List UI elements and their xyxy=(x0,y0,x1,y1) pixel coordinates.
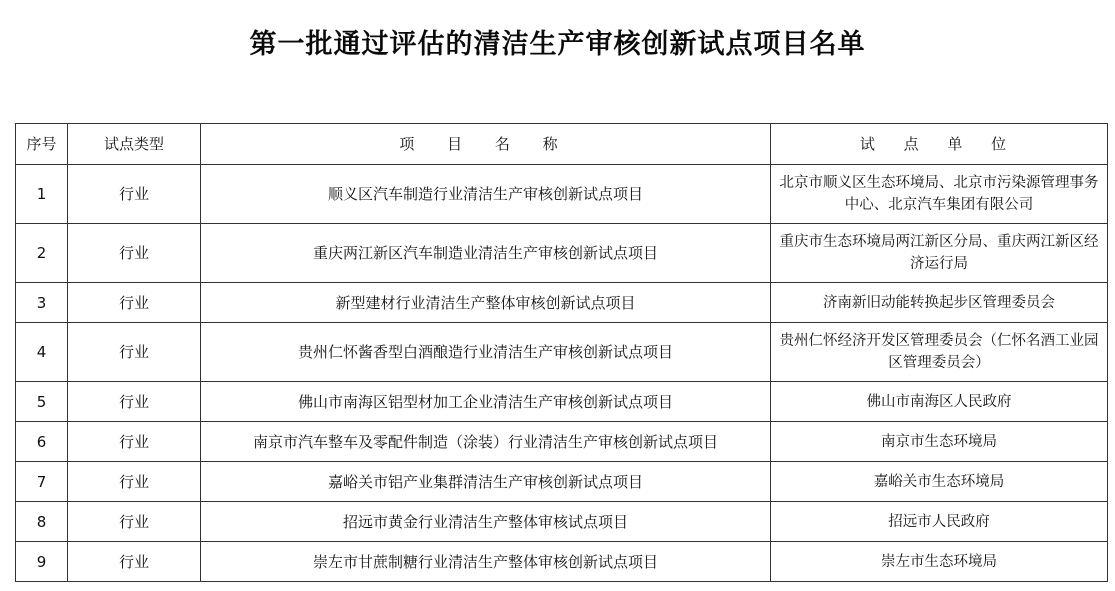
cell-pilot-type: 行业 xyxy=(68,502,201,542)
cell-serial-number: 3 xyxy=(16,283,68,323)
cell-project-name: 贵州仁怀酱香型白酒酿造行业清洁生产审核创新试点项目 xyxy=(201,323,771,382)
header-project-name: 项 目 名 称 xyxy=(201,124,771,165)
table-row xyxy=(16,542,1108,582)
table-header-row xyxy=(16,124,1108,165)
cell-serial-number: 6 xyxy=(16,422,68,462)
cell-serial-number: 9 xyxy=(16,542,68,582)
cell-pilot-type: 行业 xyxy=(68,382,201,422)
cell-serial-number: 7 xyxy=(16,462,68,502)
cell-pilot-unit: 招远市人民政府 xyxy=(771,502,1108,542)
table-row xyxy=(16,422,1108,462)
cell-serial-number: 2 xyxy=(16,224,68,283)
cell-pilot-unit: 崇左市生态环境局 xyxy=(771,542,1108,582)
cell-pilot-unit: 北京市顺义区生态环境局、北京市污染源管理事务中心、北京汽车集团有限公司 xyxy=(771,165,1108,224)
header-serial-number: 序号 xyxy=(16,124,68,165)
pilot-project-table xyxy=(15,123,1108,582)
header-pilot-unit: 试 点 单 位 xyxy=(771,124,1108,165)
cell-pilot-unit: 嘉峪关市生态环境局 xyxy=(771,462,1108,502)
cell-project-name: 嘉峪关市铝产业集群清洁生产审核创新试点项目 xyxy=(201,462,771,502)
cell-pilot-type: 行业 xyxy=(68,542,201,582)
cell-project-name: 崇左市甘蔗制糖行业清洁生产整体审核创新试点项目 xyxy=(201,542,771,582)
table-row xyxy=(16,502,1108,542)
table-row xyxy=(16,224,1108,283)
cell-project-name: 新型建材行业清洁生产整体审核创新试点项目 xyxy=(201,283,771,323)
cell-pilot-type: 行业 xyxy=(68,323,201,382)
cell-pilot-type: 行业 xyxy=(68,224,201,283)
cell-project-name: 南京市汽车整车及零配件制造（涂装）行业清洁生产审核创新试点项目 xyxy=(201,422,771,462)
cell-pilot-type: 行业 xyxy=(68,283,201,323)
cell-pilot-unit: 佛山市南海区人民政府 xyxy=(771,382,1108,422)
cell-pilot-unit: 重庆市生态环境局两江新区分局、重庆两江新区经济运行局 xyxy=(771,224,1108,283)
cell-pilot-type: 行业 xyxy=(68,462,201,502)
cell-serial-number: 1 xyxy=(16,165,68,224)
document-title: 第一批通过评估的清洁生产审核创新试点项目名单 xyxy=(249,29,866,60)
cell-pilot-unit: 济南新旧动能转换起步区管理委员会 xyxy=(771,283,1108,323)
cell-project-name: 顺义区汽车制造行业清洁生产审核创新试点项目 xyxy=(201,165,771,224)
table-row xyxy=(16,382,1108,422)
cell-pilot-type: 行业 xyxy=(68,165,201,224)
table-row xyxy=(16,283,1108,323)
header-pilot-type: 试点类型 xyxy=(68,124,201,165)
cell-pilot-unit: 南京市生态环境局 xyxy=(771,422,1108,462)
cell-pilot-type: 行业 xyxy=(68,422,201,462)
cell-project-name: 重庆两江新区汽车制造业清洁生产审核创新试点项目 xyxy=(201,224,771,283)
cell-pilot-unit: 贵州仁怀经济开发区管理委员会（仁怀名酒工业园区管理委员会） xyxy=(771,323,1108,382)
cell-serial-number: 4 xyxy=(16,323,68,382)
table-row xyxy=(16,165,1108,224)
cell-serial-number: 8 xyxy=(16,502,68,542)
cell-serial-number: 5 xyxy=(16,382,68,422)
table-row xyxy=(16,323,1108,382)
table-row xyxy=(16,462,1108,502)
cell-project-name: 佛山市南海区铝型材加工企业清洁生产审核创新试点项目 xyxy=(201,382,771,422)
cell-project-name: 招远市黄金行业清洁生产整体审核试点项目 xyxy=(201,502,771,542)
